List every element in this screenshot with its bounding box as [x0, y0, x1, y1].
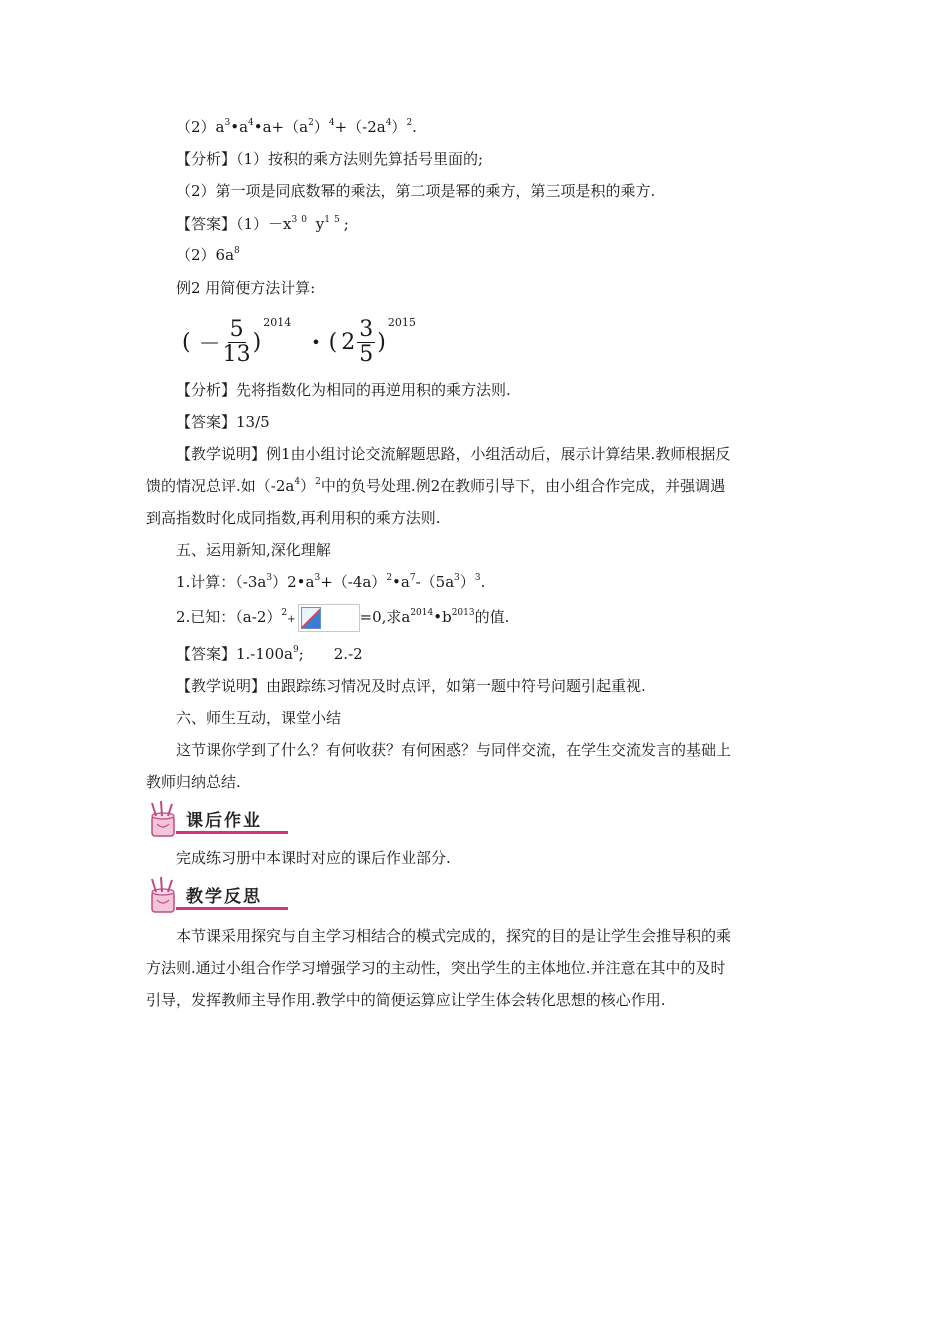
exponent-2: 2015	[387, 316, 416, 329]
teaching-note-2: 【教学说明】由跟踪练习情况及时点评，如第一题中符号问题引起重视.	[176, 677, 646, 695]
analysis-3: 【分析】先将指数化为相同的再逆用积的乘方法则.	[176, 381, 511, 399]
pencil-cup-icon	[146, 876, 182, 916]
banner-underline	[176, 831, 288, 834]
question-1: 1.计算：$(-3a^3)2•a^3+(-4a)^2•a^7-(5a^3)^3$.	[176, 573, 486, 591]
fraction-2: $\frac{3}{5}$	[359, 316, 374, 367]
banner-underline	[176, 907, 288, 910]
answer-2: $(2)6a^8$	[176, 246, 240, 264]
pencil-cup-icon	[146, 800, 182, 840]
banner-title: 课后作业	[186, 811, 262, 831]
fraction-expression	[182, 312, 416, 372]
reflection-banner	[146, 876, 288, 916]
exponent-1: 2014	[263, 316, 292, 329]
reflection-b: 方法则.通过小组合作学习增强学习的主动性，突出学生的主体地位.并注意在其中的及时	[146, 959, 726, 977]
broken-image-icon	[298, 604, 360, 632]
answer-4: 【答案】$1.-100a^9$; 2.-2	[176, 645, 363, 663]
teaching-note-1c: 到高指数时化成同指数,再利用积的乘方法则.	[146, 509, 441, 527]
minus-sign: －	[198, 331, 221, 357]
open-paren: (	[182, 329, 191, 355]
fraction-1: $\frac{5}{13}$	[222, 316, 251, 367]
section-6-heading: 六、师生互动，课堂小结	[176, 709, 342, 727]
teaching-note-1b: 馈的情况总评.如$(-2a^4)^2$中的负号处理.例2在教师引导下，由小组合作完成，并强调遇	[146, 477, 726, 495]
section-5-heading: 五、运用新知,深化理解	[176, 541, 331, 559]
question-2: 2.已知：$(a-2)^2+$ =0,求$a^{2014}•b^{2013}$的值.	[176, 604, 509, 632]
close-paren-2: )	[377, 329, 386, 355]
reflection-a: 本节课采用探究与自主学习相结合的模式完成的，探究的目的是让学生会推导积的乘	[176, 927, 732, 945]
line-1: $(2)a^3•a^4•a+(a^2)^4+(-2a^4)^2$.	[176, 118, 417, 136]
summary-b: 教师归纳总结.	[146, 773, 241, 791]
open-paren-2: (	[328, 329, 338, 355]
close-paren: )	[252, 329, 262, 355]
teaching-note-1a: 【教学说明】例1由小组讨论交流解题思路，小组活动后，展示计算结果.教师根据反	[176, 445, 731, 463]
summary-a: 这节课你学到了什么？有何收获？有何困惑？与同伴交流，在学生交流发言的基础上	[176, 741, 732, 759]
analysis-2: （2）第一项是同底数幂的乘法，第二项是幂的乘方，第三项是积的乘方.	[176, 182, 656, 200]
analysis-1: 【分析】（1）按积的乘方法则先算括号里面的;	[176, 150, 484, 168]
answer-1: 【答案】$(1)-x^{30}$ $y^{15}$;	[176, 215, 349, 233]
answer-3: 【答案】13/5	[176, 413, 270, 431]
homework-text: 完成练习册中本课时对应的课后作业部分.	[176, 849, 451, 867]
reflection-c: 引导，发挥教师主导作用.教学中的简便运算应让学生体会转化思想的核心作用.	[146, 991, 666, 1009]
dot-operator: •	[311, 332, 321, 352]
homework-banner	[146, 800, 288, 840]
whole-number: 2	[341, 329, 356, 355]
banner-title: 教学反思	[186, 887, 262, 907]
example-2: 例2 用简便方法计算:	[176, 279, 316, 297]
